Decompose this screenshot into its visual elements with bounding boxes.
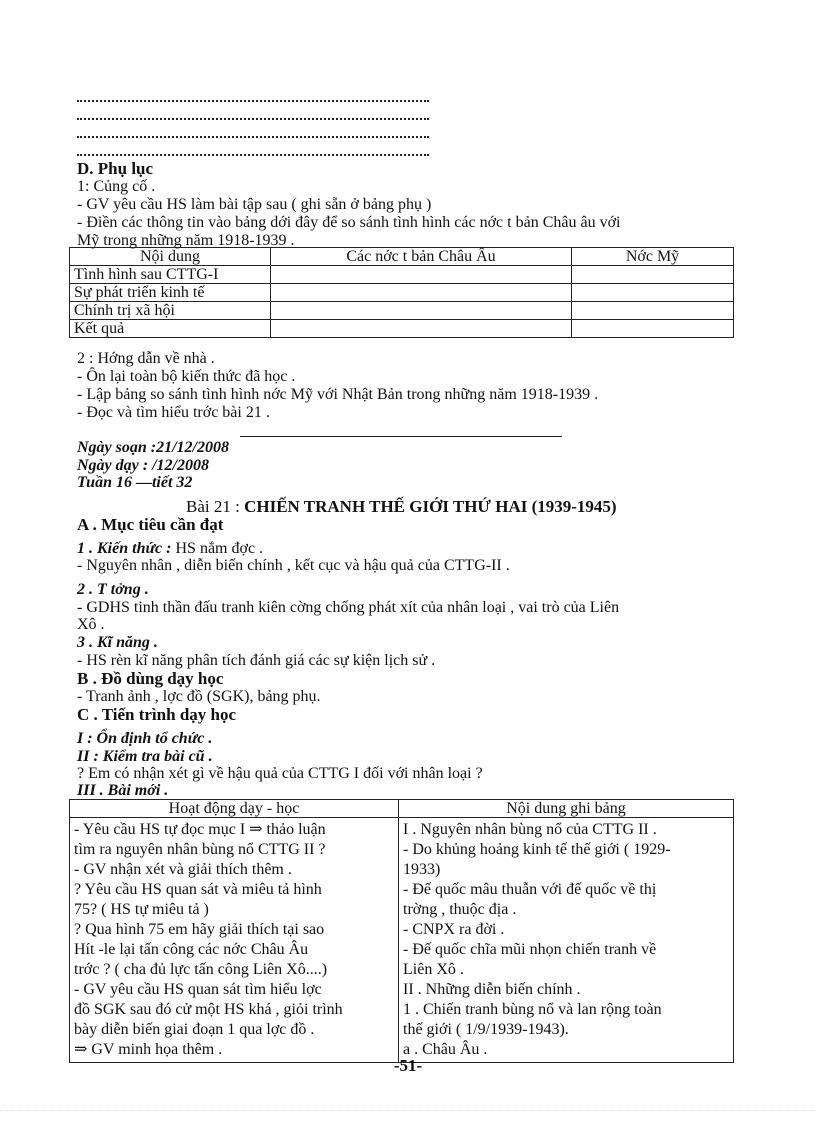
- empty-cell[interactable]: [572, 320, 734, 338]
- skills-label: 3 . Kĩ năng .: [77, 634, 158, 651]
- knowledge-line: [77, 540, 263, 558]
- table-header-row: [70, 800, 734, 818]
- note-line: 1933): [403, 861, 441, 878]
- knowledge-rest: HS nắm đợc .: [171, 540, 264, 557]
- empty-cell[interactable]: [271, 302, 572, 320]
- text-line: - Lập bảng so sánh tình hình nớc Mỹ với Nhật Bản trong những năm 1918-1939 .: [77, 386, 599, 403]
- row-label: Tình hình sau CTTG-I: [70, 266, 271, 284]
- note-line: a . Châu Âu .: [403, 1041, 488, 1058]
- activity-line: tìm ra nguyên nhân bùng nổ CTTG II ?: [74, 841, 326, 858]
- empty-cell[interactable]: [572, 266, 734, 284]
- table-row: [70, 284, 734, 302]
- activity-line: bày diễn biến giai đoạn 1 qua lợc đồ .: [74, 1021, 315, 1038]
- week-period: Tuần 16 —tiết 32: [77, 474, 193, 491]
- activity-line: Hít -le lại tấn công các nớc Châu Âu: [74, 941, 309, 958]
- page-edge: [0, 1110, 816, 1111]
- note-line: thế giới ( 1/9/1939-1943).: [403, 1021, 569, 1038]
- text-line: - GDHS tinh thần đấu tranh kiên cờng chống phát xít của nhân loại , vai trò của Liên: [77, 599, 620, 616]
- text-line: - HS rèn kĩ năng phân tích đánh giá các sự kiện lịch sử .: [77, 652, 436, 669]
- page-number: -51-: [393, 1056, 423, 1075]
- separator-line: [240, 436, 562, 437]
- lesson-title: [186, 498, 617, 516]
- dotted-line: [77, 118, 429, 120]
- activity-line: ? Qua hình 75 em hãy giải thích tại sao: [74, 921, 325, 938]
- note-line: trờng , thuộc địa .: [403, 901, 517, 918]
- dotted-line: [77, 100, 429, 102]
- column-header: Nội dung ghi bảng: [399, 800, 734, 818]
- step-i: I : Ổn định tổ chức .: [77, 730, 213, 747]
- dotted-line: [77, 154, 429, 156]
- note-line: 1 . Chiến tranh bùng nổ và lan rộng toàn: [403, 1001, 662, 1018]
- text-line: Xô .: [77, 616, 105, 633]
- table-row: [70, 302, 734, 320]
- text-line: - Ôn lại toàn bộ kiến thức đã học .: [77, 368, 296, 385]
- empty-cell[interactable]: [271, 266, 572, 284]
- process-heading: C . Tiến trình dạy học: [77, 705, 237, 724]
- text-line: Mỹ trong những năm 1918-1939 .: [77, 232, 295, 249]
- date-taught: Ngày dạy : /12/2008: [77, 457, 209, 474]
- activity-line: trớc ? ( cha đủ lực tấn công Liên Xô....): [74, 961, 328, 978]
- activity-line: - GV yêu cầu HS quan sát tìm hiểu lợc: [74, 981, 322, 998]
- lesson-prefix: Bài 21 :: [186, 497, 245, 516]
- homework-heading: 2 : Hớng dẫn về nhà .: [77, 350, 215, 367]
- text-line: - Đọc và tìm hiểu trớc bài 21 .: [77, 404, 270, 421]
- row-label: Chính trị xã hội: [70, 302, 271, 320]
- lesson-title-text: CHIẾN TRANH THẾ GIỚI THỨ HAI (1939-1945): [244, 497, 617, 516]
- lesson-table: [69, 799, 734, 1063]
- activity-line: đồ SGK sau đó cử một HS khá , giỏi trình: [74, 1001, 343, 1018]
- consolidation-label: 1: Củng cố .: [77, 178, 156, 195]
- table-row: [70, 818, 734, 1063]
- activity-line: ? Yêu cầu HS quan sát và miêu tả hình: [74, 881, 322, 898]
- text-line: - Điền các thông tin vào bảng dới đây để so sánh tình hình các nớc t bản Châu âu với: [77, 214, 621, 231]
- notes-cell: [399, 818, 734, 1063]
- empty-cell[interactable]: [572, 284, 734, 302]
- text-line: - GV yêu cầu HS làm bài tập sau ( ghi sẵn ở bảng phụ ): [77, 196, 432, 213]
- activity-line: ⇒ GV minh họa thêm .: [74, 1041, 223, 1058]
- dotted-line: [77, 136, 429, 138]
- note-line: Liên Xô .: [403, 961, 464, 978]
- column-header: Nội dung: [70, 248, 271, 266]
- column-header: Nớc Mỹ: [572, 248, 734, 266]
- table-header-row: [70, 248, 734, 266]
- table-row: [70, 320, 734, 338]
- row-label: Sự phát triển kinh tế: [70, 284, 271, 302]
- note-line: I . Nguyên nhân bùng nổ của CTTG II .: [403, 821, 657, 838]
- objectives-heading: A . Mục tiêu cần đạt: [77, 515, 224, 534]
- column-header: Các nớc t bản Châu Âu: [271, 248, 572, 266]
- note-line: - CNPX ra đời .: [403, 921, 505, 938]
- note-line: II . Những diễn biến chính .: [403, 981, 581, 998]
- section-d-heading: D. Phụ lục: [77, 159, 154, 178]
- row-label: Kết quả: [70, 320, 271, 338]
- text-line: - Tranh ảnh , lợc đồ (SGK), bảng phụ.: [77, 688, 321, 705]
- step-iii: III . Bài mới .: [77, 782, 169, 799]
- text-line: - Nguyên nhân , diễn biến chính , kết cục và hậu quả của CTTG-II .: [77, 557, 510, 574]
- activity-line: 75? ( HS tự miêu tả ): [74, 901, 209, 918]
- comparison-table: [69, 247, 734, 338]
- review-question: ? Em có nhận xét gì về hậu quả của CTTG I đối với nhân loại ?: [77, 765, 483, 782]
- note-line: - Đế quốc mâu thuẫn với đế quốc về thị: [403, 881, 657, 898]
- empty-cell[interactable]: [271, 284, 572, 302]
- step-ii: II : Kiểm tra bài cũ .: [77, 748, 213, 765]
- column-header: Hoạt động dạy - học: [70, 800, 399, 818]
- tools-heading: B . Đồ dùng dạy học: [77, 669, 224, 688]
- table-row: [70, 266, 734, 284]
- activity-line: - Yêu cầu HS tự đọc mục I ⇒ thảo luận: [74, 821, 326, 838]
- date-prepared: Ngày soạn :21/12/2008: [77, 439, 229, 456]
- note-line: - Đế quốc chĩa mũi nhọn chiến tranh về: [403, 941, 657, 958]
- empty-cell[interactable]: [572, 302, 734, 320]
- activities-cell: [70, 818, 399, 1063]
- attitude-label: 2 . T tởng .: [77, 581, 149, 598]
- knowledge-label: 1 . Kiến thức :: [77, 540, 172, 557]
- empty-cell[interactable]: [271, 320, 572, 338]
- activity-line: - GV nhận xét và giải thích thêm .: [74, 861, 292, 878]
- note-line: - Do khủng hoảng kinh tế thế giới ( 1929-: [403, 841, 671, 858]
